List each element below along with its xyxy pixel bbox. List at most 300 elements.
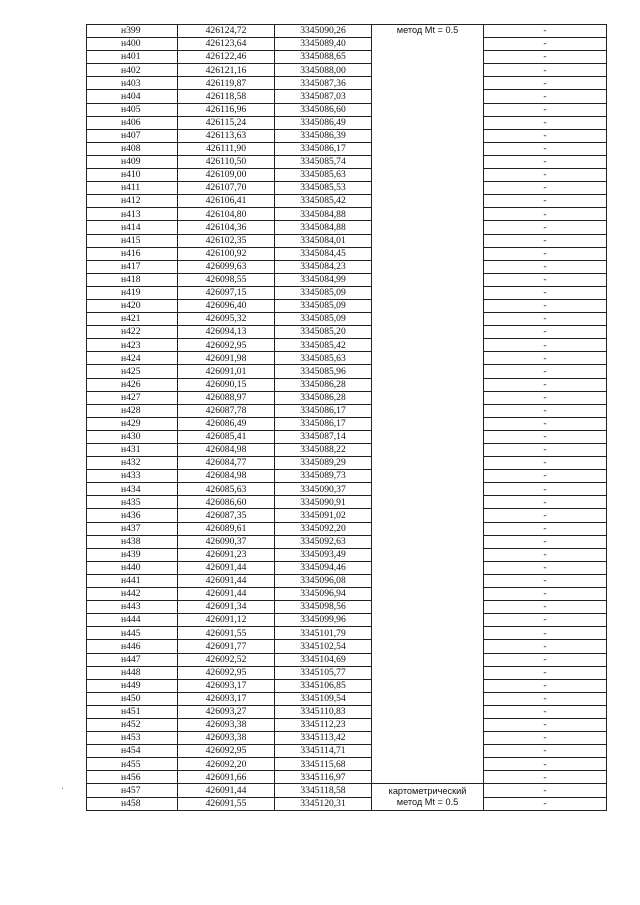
x-coordinate-cell: 426091,77	[178, 640, 275, 653]
dash-cell: -	[484, 496, 607, 509]
dash-cell: -	[484, 718, 607, 731]
y-coordinate-cell: 3345085,20	[275, 326, 372, 339]
x-coordinate-cell: 426089,61	[178, 522, 275, 535]
x-coordinate-cell: 426098,55	[178, 273, 275, 286]
y-coordinate-cell: 3345104,69	[275, 653, 372, 666]
table-row	[87, 470, 607, 483]
table-row	[87, 365, 607, 378]
dash-cell: -	[484, 247, 607, 260]
dash-cell: -	[484, 25, 607, 38]
x-coordinate-cell: 426092,95	[178, 745, 275, 758]
table-row	[87, 116, 607, 129]
x-coordinate-cell: 426091,34	[178, 601, 275, 614]
point-id-cell: н440	[87, 561, 178, 574]
table-row	[87, 25, 607, 38]
x-coordinate-cell: 426116,96	[178, 103, 275, 116]
y-coordinate-cell: 3345084,88	[275, 208, 372, 221]
dash-cell: -	[484, 77, 607, 90]
y-coordinate-cell: 3345096,94	[275, 588, 372, 601]
y-coordinate-cell: 3345113,42	[275, 732, 372, 745]
dash-cell: -	[484, 627, 607, 640]
dash-cell: -	[484, 470, 607, 483]
point-id-cell: н402	[87, 64, 178, 77]
point-id-cell: н446	[87, 640, 178, 653]
dash-cell: -	[484, 797, 607, 810]
point-id-cell: н405	[87, 103, 178, 116]
point-id-cell: н452	[87, 718, 178, 731]
x-coordinate-cell: 426092,95	[178, 666, 275, 679]
table-row	[87, 666, 607, 679]
y-coordinate-cell: 3345086,17	[275, 404, 372, 417]
dash-cell: -	[484, 614, 607, 627]
dash-cell: -	[484, 182, 607, 195]
dash-cell: -	[484, 64, 607, 77]
table-row	[87, 457, 607, 470]
table-row	[87, 483, 607, 496]
point-id-cell: н404	[87, 90, 178, 103]
table-row	[87, 234, 607, 247]
point-id-cell: н443	[87, 601, 178, 614]
y-coordinate-cell: 3345102,54	[275, 640, 372, 653]
point-id-cell: н421	[87, 313, 178, 326]
x-coordinate-cell: 426091,44	[178, 588, 275, 601]
x-coordinate-cell: 426122,46	[178, 51, 275, 64]
x-coordinate-cell: 426091,98	[178, 352, 275, 365]
x-coordinate-cell: 426119,87	[178, 77, 275, 90]
point-id-cell: н425	[87, 365, 178, 378]
x-coordinate-cell: 426085,63	[178, 483, 275, 496]
y-coordinate-cell: 3345088,22	[275, 444, 372, 457]
y-coordinate-cell: 3345109,54	[275, 692, 372, 705]
table-row	[87, 103, 607, 116]
y-coordinate-cell: 3345085,53	[275, 182, 372, 195]
dash-cell: -	[484, 444, 607, 457]
dash-cell: -	[484, 666, 607, 679]
x-coordinate-cell: 426121,16	[178, 64, 275, 77]
table-row	[87, 614, 607, 627]
point-id-cell: н450	[87, 692, 178, 705]
y-coordinate-cell: 3345098,56	[275, 601, 372, 614]
point-id-cell: н433	[87, 470, 178, 483]
dash-cell: -	[484, 535, 607, 548]
y-coordinate-cell: 3345092,63	[275, 535, 372, 548]
table-row	[87, 38, 607, 51]
y-coordinate-cell: 3345086,28	[275, 378, 372, 391]
point-id-cell: н406	[87, 116, 178, 129]
x-coordinate-cell: 426091,01	[178, 365, 275, 378]
x-coordinate-cell: 426099,63	[178, 260, 275, 273]
y-coordinate-cell: 3345092,20	[275, 522, 372, 535]
point-id-cell: н455	[87, 758, 178, 771]
y-coordinate-cell: 3345089,73	[275, 470, 372, 483]
method-label: метод Mt = 0.5	[396, 25, 459, 35]
table-row	[87, 522, 607, 535]
x-coordinate-cell: 426091,44	[178, 561, 275, 574]
y-coordinate-cell: 3345115,68	[275, 758, 372, 771]
y-coordinate-cell: 3345090,37	[275, 483, 372, 496]
dash-cell: -	[484, 365, 607, 378]
x-coordinate-cell: 426104,36	[178, 221, 275, 234]
dash-cell: -	[484, 679, 607, 692]
point-id-cell: н441	[87, 574, 178, 587]
dash-cell: -	[484, 116, 607, 129]
table-row	[87, 548, 607, 561]
table-row	[87, 221, 607, 234]
dash-cell: -	[484, 784, 607, 797]
table-row	[87, 444, 607, 457]
dash-cell: -	[484, 286, 607, 299]
table-row	[87, 679, 607, 692]
x-coordinate-cell: 426095,32	[178, 313, 275, 326]
x-coordinate-cell: 426092,52	[178, 653, 275, 666]
x-coordinate-cell: 426111,90	[178, 142, 275, 155]
y-coordinate-cell: 3345094,46	[275, 561, 372, 574]
x-coordinate-cell: 426086,60	[178, 496, 275, 509]
dash-cell: -	[484, 221, 607, 234]
y-coordinate-cell: 3345086,39	[275, 129, 372, 142]
point-id-cell: н438	[87, 535, 178, 548]
table-row	[87, 588, 607, 601]
table-row	[87, 182, 607, 195]
point-id-cell: н448	[87, 666, 178, 679]
y-coordinate-cell: 3345116,97	[275, 771, 372, 784]
dash-cell: -	[484, 103, 607, 116]
dash-cell: -	[484, 561, 607, 574]
point-id-cell: н426	[87, 378, 178, 391]
y-coordinate-cell: 3345090,91	[275, 496, 372, 509]
table-row	[87, 574, 607, 587]
scan-speck	[62, 788, 63, 789]
point-id-cell: н413	[87, 208, 178, 221]
point-id-cell: н399	[87, 25, 178, 38]
table-row	[87, 313, 607, 326]
dash-cell: -	[484, 352, 607, 365]
point-id-cell: н451	[87, 705, 178, 718]
x-coordinate-cell: 426091,55	[178, 627, 275, 640]
point-id-cell: н412	[87, 195, 178, 208]
table-row	[87, 155, 607, 168]
x-coordinate-cell: 426093,38	[178, 718, 275, 731]
x-coordinate-cell: 426085,41	[178, 430, 275, 443]
y-coordinate-cell: 3345085,63	[275, 352, 372, 365]
point-id-cell: н423	[87, 339, 178, 352]
table-row	[87, 718, 607, 731]
table-row	[87, 797, 607, 810]
point-id-cell: н411	[87, 182, 178, 195]
point-id-cell: н418	[87, 273, 178, 286]
point-id-cell: н437	[87, 522, 178, 535]
x-coordinate-cell: 426092,20	[178, 758, 275, 771]
y-coordinate-cell: 3345110,83	[275, 705, 372, 718]
x-coordinate-cell: 426088,97	[178, 391, 275, 404]
x-coordinate-cell: 426124,72	[178, 25, 275, 38]
table-row	[87, 404, 607, 417]
x-coordinate-cell: 426107,70	[178, 182, 275, 195]
y-coordinate-cell: 3345093,49	[275, 548, 372, 561]
point-id-cell: н434	[87, 483, 178, 496]
dash-cell: -	[484, 758, 607, 771]
x-coordinate-cell: 426104,80	[178, 208, 275, 221]
dash-cell: -	[484, 260, 607, 273]
y-coordinate-cell: 3345086,17	[275, 142, 372, 155]
point-id-cell: н456	[87, 771, 178, 784]
point-id-cell: н432	[87, 457, 178, 470]
x-coordinate-cell: 426109,00	[178, 169, 275, 182]
table-row	[87, 627, 607, 640]
method-label-line2: метод Mt = 0.5	[396, 797, 459, 808]
dash-cell: -	[484, 745, 607, 758]
y-coordinate-cell: 3345096,08	[275, 574, 372, 587]
dash-cell: -	[484, 339, 607, 352]
x-coordinate-cell: 426084,77	[178, 457, 275, 470]
x-coordinate-cell: 426093,17	[178, 692, 275, 705]
dash-cell: -	[484, 601, 607, 614]
table-row	[87, 286, 607, 299]
dash-cell: -	[484, 142, 607, 155]
table-row	[87, 169, 607, 182]
table-row	[87, 653, 607, 666]
y-coordinate-cell: 3345084,45	[275, 247, 372, 260]
table-row	[87, 378, 607, 391]
x-coordinate-cell: 426087,78	[178, 404, 275, 417]
y-coordinate-cell: 3345086,49	[275, 116, 372, 129]
table-body	[87, 25, 607, 811]
dash-cell: -	[484, 771, 607, 784]
dash-cell: -	[484, 483, 607, 496]
table-row	[87, 640, 607, 653]
point-id-cell: н430	[87, 430, 178, 443]
table-row	[87, 745, 607, 758]
x-coordinate-cell: 426097,15	[178, 286, 275, 299]
table-row	[87, 326, 607, 339]
point-id-cell: н457	[87, 784, 178, 797]
y-coordinate-cell: 3345085,09	[275, 299, 372, 312]
dash-cell: -	[484, 457, 607, 470]
y-coordinate-cell: 3345085,42	[275, 195, 372, 208]
x-coordinate-cell: 426102,35	[178, 234, 275, 247]
y-coordinate-cell: 3345085,42	[275, 339, 372, 352]
table-row	[87, 561, 607, 574]
table-row	[87, 417, 607, 430]
point-id-cell: н401	[87, 51, 178, 64]
y-coordinate-cell: 3345085,74	[275, 155, 372, 168]
point-id-cell: н410	[87, 169, 178, 182]
x-coordinate-cell: 426086,49	[178, 417, 275, 430]
dash-cell: -	[484, 326, 607, 339]
table-row	[87, 195, 607, 208]
x-coordinate-cell: 426092,95	[178, 339, 275, 352]
point-id-cell: н447	[87, 653, 178, 666]
y-coordinate-cell: 3345090,26	[275, 25, 372, 38]
point-id-cell: н416	[87, 247, 178, 260]
dash-cell: -	[484, 299, 607, 312]
point-id-cell: н458	[87, 797, 178, 810]
dash-cell: -	[484, 234, 607, 247]
y-coordinate-cell: 3345086,17	[275, 417, 372, 430]
x-coordinate-cell: 426123,64	[178, 38, 275, 51]
x-coordinate-cell: 426094,13	[178, 326, 275, 339]
x-coordinate-cell: 426106,41	[178, 195, 275, 208]
coordinates-table	[86, 24, 607, 811]
y-coordinate-cell: 3345112,23	[275, 718, 372, 731]
table-row	[87, 208, 607, 221]
x-coordinate-cell: 426091,66	[178, 771, 275, 784]
point-id-cell: н414	[87, 221, 178, 234]
y-coordinate-cell: 3345087,14	[275, 430, 372, 443]
x-coordinate-cell: 426091,44	[178, 784, 275, 797]
method-cell-top	[372, 25, 484, 784]
y-coordinate-cell: 3345088,00	[275, 64, 372, 77]
point-id-cell: н422	[87, 326, 178, 339]
table-row	[87, 51, 607, 64]
point-id-cell: н444	[87, 614, 178, 627]
x-coordinate-cell: 426113,63	[178, 129, 275, 142]
table-row	[87, 77, 607, 90]
table-row	[87, 142, 607, 155]
y-coordinate-cell: 3345087,36	[275, 77, 372, 90]
table-row	[87, 732, 607, 745]
dash-cell: -	[484, 417, 607, 430]
dash-cell: -	[484, 391, 607, 404]
table-row	[87, 247, 607, 260]
table-row	[87, 64, 607, 77]
dash-cell: -	[484, 208, 607, 221]
x-coordinate-cell: 426093,38	[178, 732, 275, 745]
y-coordinate-cell: 3345087,03	[275, 90, 372, 103]
table-row	[87, 129, 607, 142]
dash-cell: -	[484, 90, 607, 103]
point-id-cell: н417	[87, 260, 178, 273]
point-id-cell: н453	[87, 732, 178, 745]
point-id-cell: н431	[87, 444, 178, 457]
point-id-cell: н424	[87, 352, 178, 365]
x-coordinate-cell: 426084,98	[178, 444, 275, 457]
y-coordinate-cell: 3345114,71	[275, 745, 372, 758]
dash-cell: -	[484, 588, 607, 601]
x-coordinate-cell: 426091,12	[178, 614, 275, 627]
point-id-cell: н427	[87, 391, 178, 404]
dash-cell: -	[484, 38, 607, 51]
point-id-cell: н408	[87, 142, 178, 155]
y-coordinate-cell: 3345101,79	[275, 627, 372, 640]
dash-cell: -	[484, 273, 607, 286]
point-id-cell: н415	[87, 234, 178, 247]
table-row	[87, 601, 607, 614]
dash-cell: -	[484, 574, 607, 587]
table-row	[87, 273, 607, 286]
point-id-cell: н454	[87, 745, 178, 758]
y-coordinate-cell: 3345084,99	[275, 273, 372, 286]
dash-cell: -	[484, 404, 607, 417]
point-id-cell: н419	[87, 286, 178, 299]
point-id-cell: н445	[87, 627, 178, 640]
y-coordinate-cell: 3345086,60	[275, 103, 372, 116]
table-row	[87, 339, 607, 352]
y-coordinate-cell: 3345085,96	[275, 365, 372, 378]
dash-cell: -	[484, 155, 607, 168]
point-id-cell: н436	[87, 509, 178, 522]
y-coordinate-cell: 3345106,85	[275, 679, 372, 692]
point-id-cell: н435	[87, 496, 178, 509]
table-row	[87, 509, 607, 522]
x-coordinate-cell: 426110,50	[178, 155, 275, 168]
x-coordinate-cell: 426096,40	[178, 299, 275, 312]
method-label-line1: картометрический	[388, 786, 467, 797]
point-id-cell: н449	[87, 679, 178, 692]
x-coordinate-cell: 426091,23	[178, 548, 275, 561]
table-row	[87, 430, 607, 443]
dash-cell: -	[484, 195, 607, 208]
x-coordinate-cell: 426093,17	[178, 679, 275, 692]
y-coordinate-cell: 3345089,29	[275, 457, 372, 470]
y-coordinate-cell: 3345085,09	[275, 286, 372, 299]
y-coordinate-cell: 3345091,02	[275, 509, 372, 522]
table-row	[87, 260, 607, 273]
dash-cell: -	[484, 509, 607, 522]
x-coordinate-cell: 426100,92	[178, 247, 275, 260]
dash-cell: -	[484, 653, 607, 666]
point-id-cell: н400	[87, 38, 178, 51]
y-coordinate-cell: 3345084,01	[275, 234, 372, 247]
table-row	[87, 496, 607, 509]
y-coordinate-cell: 3345084,88	[275, 221, 372, 234]
point-id-cell: н407	[87, 129, 178, 142]
table-row	[87, 758, 607, 771]
table-row	[87, 784, 607, 797]
dash-cell: -	[484, 169, 607, 182]
y-coordinate-cell: 3345086,28	[275, 391, 372, 404]
y-coordinate-cell: 3345089,40	[275, 38, 372, 51]
table-row	[87, 535, 607, 548]
x-coordinate-cell: 426091,55	[178, 797, 275, 810]
x-coordinate-cell: 426115,24	[178, 116, 275, 129]
table-row	[87, 692, 607, 705]
dash-cell: -	[484, 692, 607, 705]
dash-cell: -	[484, 378, 607, 391]
y-coordinate-cell: 3345099,96	[275, 614, 372, 627]
point-id-cell: н442	[87, 588, 178, 601]
point-id-cell: н403	[87, 77, 178, 90]
y-coordinate-cell: 3345085,09	[275, 313, 372, 326]
table-row	[87, 705, 607, 718]
table-row	[87, 391, 607, 404]
x-coordinate-cell: 426090,15	[178, 378, 275, 391]
y-coordinate-cell: 3345085,63	[275, 169, 372, 182]
x-coordinate-cell: 426084,98	[178, 470, 275, 483]
x-coordinate-cell: 426087,35	[178, 509, 275, 522]
x-coordinate-cell: 426118,58	[178, 90, 275, 103]
y-coordinate-cell: 3345084,23	[275, 260, 372, 273]
x-coordinate-cell: 426091,44	[178, 574, 275, 587]
table-row	[87, 90, 607, 103]
point-id-cell: н420	[87, 299, 178, 312]
point-id-cell: н409	[87, 155, 178, 168]
table-row	[87, 299, 607, 312]
x-coordinate-cell: 426093,27	[178, 705, 275, 718]
y-coordinate-cell: 3345088,65	[275, 51, 372, 64]
y-coordinate-cell: 3345120,31	[275, 797, 372, 810]
table-row	[87, 771, 607, 784]
dash-cell: -	[484, 640, 607, 653]
table-row	[87, 352, 607, 365]
y-coordinate-cell: 3345105,77	[275, 666, 372, 679]
dash-cell: -	[484, 51, 607, 64]
point-id-cell: н428	[87, 404, 178, 417]
x-coordinate-cell: 426090,37	[178, 535, 275, 548]
dash-cell: -	[484, 705, 607, 718]
point-id-cell: н429	[87, 417, 178, 430]
dash-cell: -	[484, 430, 607, 443]
